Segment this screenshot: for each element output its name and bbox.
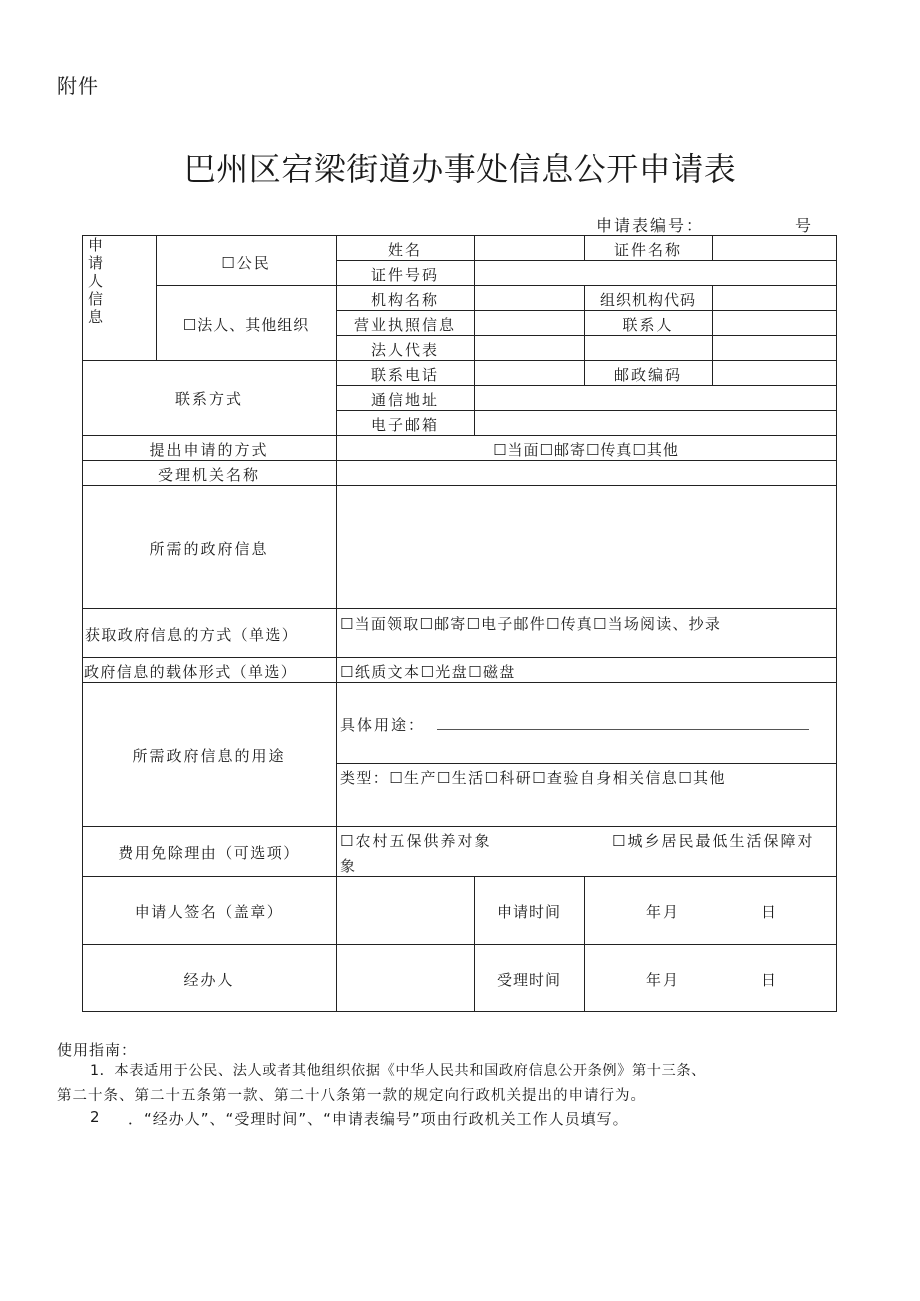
obtain-method-label: 获取政府信息的方式（单选） [85,626,299,644]
grid-line [712,235,713,260]
accept-year-month: 年月 [646,971,681,989]
guide-item-1-line-1: 1．本表适用于公民、法人或者其他组织依据《中华人民共和国政府信息公开条例》第十三条、 [90,1063,706,1079]
citizen-checkbox[interactable]: ☐公民 [221,254,271,272]
purpose-label: 所需政府信息的用途 [132,747,286,765]
grid-line [82,1011,837,1012]
org-code-label: 组织机构代码 [599,291,696,309]
form-number-label: 申请表编号： [596,216,705,235]
agency-label: 受理机关名称 [157,466,260,484]
grid-line [336,310,836,311]
legal-rep-label: 法人代表 [370,341,439,359]
grid-line [82,826,836,827]
fee-exemption-label: 费用免除理由（可选项） [118,844,300,862]
applicant-section-label: 申请人信息 [88,236,104,326]
guide-title: 使用指南： [57,1041,138,1059]
contact-person-label: 联系人 [622,316,674,334]
postcode-label: 邮政编码 [613,366,682,384]
id-type-label: 证件名称 [613,241,682,259]
guide-item-2-text: ．“经办人”、“受理时间”、“申请表编号”项由行政机关工作人员填写。 [128,1110,629,1128]
grid-line [156,285,836,286]
address-label: 通信地址 [370,391,439,409]
grid-line [82,235,837,236]
fee-option-urban[interactable]: ☐城乡居民最低生活保障对 [612,832,815,850]
fee-option-rural[interactable]: ☐农村五保供养对象 [340,832,492,850]
grid-line [82,876,836,877]
applicant-signature-label: 申请人签名（盖章） [134,903,284,921]
carrier-options[interactable]: ☐纸质文本☐光盘☐磁盘 [340,663,516,681]
org-checkbox[interactable]: ☐法人、其他组织 [182,316,310,334]
name-label: 姓名 [387,241,422,259]
guide-item-2-number: 2 [90,1108,101,1126]
email-label: 电子邮箱 [370,416,439,434]
grid-line [336,260,836,261]
contact-section-label: 联系方式 [174,390,243,408]
grid-line [836,235,837,1012]
carrier-label: 政府信息的载体形式（单选） [84,663,298,681]
page-title: 巴州区宕梁街道办事处信息公开申请表 [183,150,737,188]
form-number-unit: 号 [795,216,812,235]
obtain-method-options[interactable]: ☐当面领取☐邮寄☐电子邮件☐传真☐当场阅读、抄录 [340,615,722,633]
license-info-label: 营业执照信息 [353,316,456,334]
apply-year-month: 年月 [646,903,681,921]
grid-line [82,460,836,461]
grid-line [82,608,836,609]
grid-line [336,335,836,336]
method-label: 提出申请的方式 [149,441,269,459]
grid-line [82,682,836,683]
grid-line [336,763,836,764]
handler-label: 经办人 [183,971,235,989]
grid-line [82,360,836,361]
grid-line [82,435,836,436]
apply-day: 日 [761,903,779,921]
info-needed-label: 所需的政府信息 [149,540,269,558]
guide-item-1-line-2: 第二十条、第二十五条第一款、第二十八条第一款的规定向行政机关提出的申请行为。 [57,1088,646,1104]
accept-day: 日 [761,971,779,989]
phone-label: 联系电话 [370,366,439,384]
fee-option-urban-cont: 象 [340,857,358,875]
accept-time-label: 受理时间 [496,971,561,989]
method-options[interactable]: ☐当面☐邮寄☐传真☐其他 [493,441,679,459]
grid-line [336,385,836,386]
grid-line [82,235,83,1012]
org-name-label: 机构名称 [370,291,439,309]
apply-time-label: 申请时间 [496,903,561,921]
purpose-specific-label: 具体用途： [340,716,426,734]
grid-line [82,657,836,658]
purpose-input-line[interactable] [437,729,809,730]
id-number-label: 证件号码 [370,266,439,284]
attachment-label: 附件 [57,74,99,98]
purpose-type-options[interactable]: 类型：☐生产☐生活☐科研☐查验自身相关信息☐其他 [340,769,726,787]
grid-line [336,410,836,411]
grid-line [82,944,836,945]
grid-line [82,485,836,486]
